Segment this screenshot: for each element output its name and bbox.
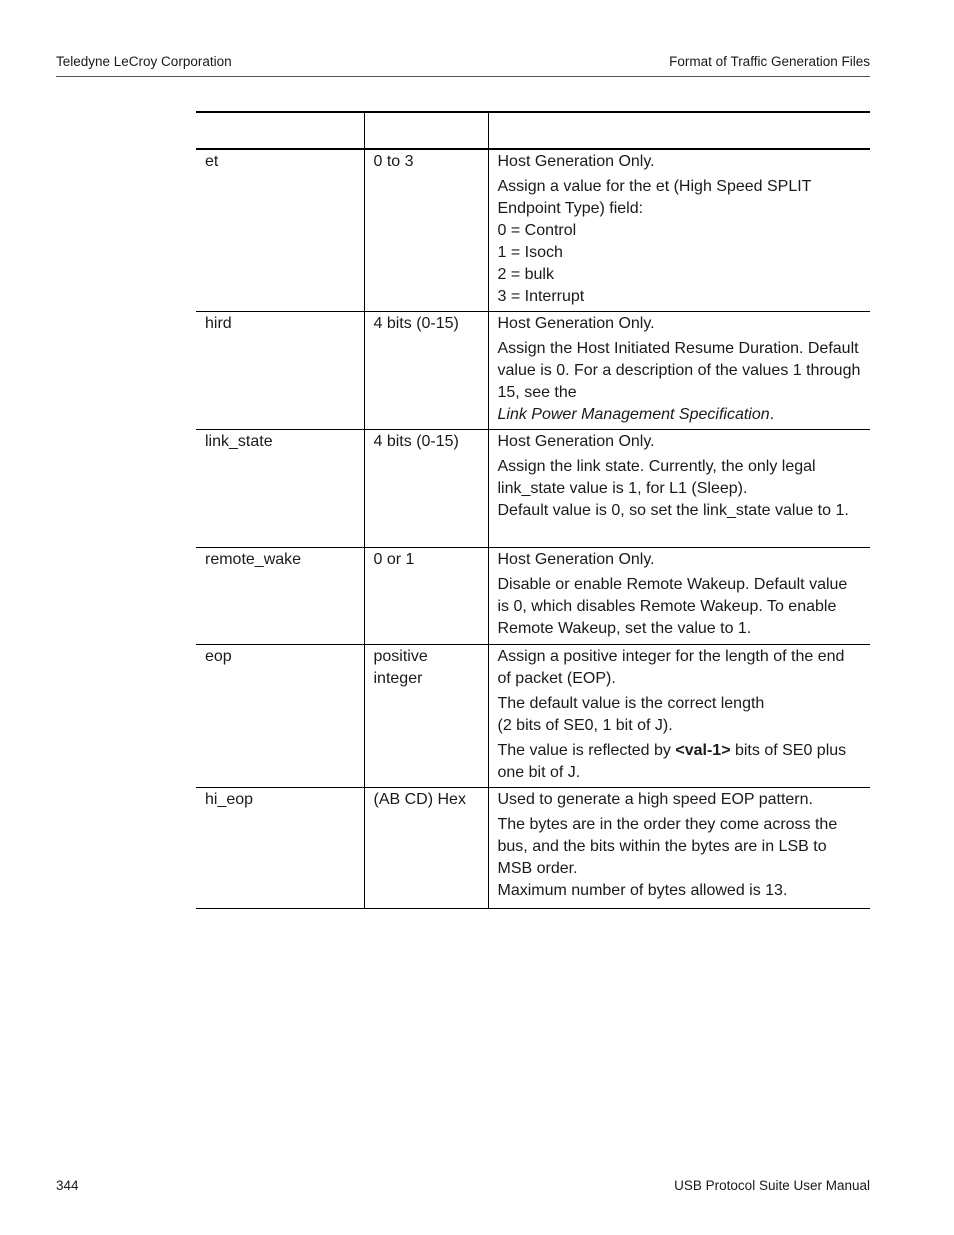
desc-line: Maximum number of bytes allowed is 13. <box>497 882 788 899</box>
field-description <box>488 430 870 548</box>
spec-reference: Link Power Management Specification <box>497 406 770 423</box>
desc-line: 2 = bulk <box>497 266 554 283</box>
field-value: 4 bits (0-15) <box>364 430 488 548</box>
field-value: (AB CD) Hex <box>364 788 488 909</box>
table-row <box>196 149 870 312</box>
field-name: hi_eop <box>196 788 364 909</box>
field-description <box>488 788 870 909</box>
field-table <box>196 111 870 909</box>
field-value: positive integer <box>364 645 488 788</box>
desc-line: Assign a positive integer for the length of the end of packet (EOP). <box>497 648 845 687</box>
manual-title: USB Protocol Suite User Manual <box>674 1178 870 1193</box>
desc-line: Disable or enable Remote Wakeup. Default value is 0, which disables Remote Wakeup. To enable Remote Wakeup, set the value to 1. <box>497 576 848 637</box>
desc-line: The bytes are in the order they come across the bus, and the bits within the bytes are in LSB to MSB order. <box>497 816 838 877</box>
desc-line <box>498 740 863 784</box>
desc-line <box>498 338 863 426</box>
val-placeholder: <val-1> <box>675 742 731 759</box>
desc-text: Assign the Host Initiated Resume Duration. Default value is 0. For a description of the values 1 through 15, see the <box>497 340 861 401</box>
desc-line: Host Generation Only. <box>497 433 655 450</box>
desc-line: Host Generation Only. <box>497 551 655 568</box>
page-header <box>56 52 870 77</box>
header-cell-field <box>196 112 364 149</box>
header-section-title: Format of Traffic Generation Files <box>669 54 870 69</box>
page-footer <box>56 1176 870 1198</box>
field-description <box>488 645 870 788</box>
table-row <box>196 788 870 909</box>
desc-line: Host Generation Only. <box>497 315 655 332</box>
field-description <box>488 312 870 430</box>
table-row <box>196 548 870 645</box>
field-description <box>488 149 870 312</box>
table-row <box>196 430 870 548</box>
table-header-row <box>196 112 870 149</box>
header-cell-value <box>364 112 488 149</box>
desc-text: bits of SE0 plus one bit of J. <box>497 742 847 781</box>
desc-line: Used to generate a high speed EOP pattern. <box>497 791 813 808</box>
page-number: 344 <box>56 1178 79 1193</box>
desc-line: Assign a value for the et (High Speed SPLIT Endpoint Type) field: <box>497 178 812 217</box>
field-value: 0 to 3 <box>364 149 488 312</box>
field-name: link_state <box>196 430 364 548</box>
desc-line: 1 = Isoch <box>497 244 563 261</box>
desc-line: Assign the link state. Currently, the only legal link_state value is 1, for L1 (Sleep). <box>497 458 816 497</box>
desc-line: Host Generation Only. <box>497 153 655 170</box>
desc-line: Default value is 0, so set the link_state value to 1. <box>497 502 849 519</box>
field-name: hird <box>196 312 364 430</box>
field-name: eop <box>196 645 364 788</box>
desc-text: . <box>769 406 775 423</box>
field-value: 4 bits (0-15) <box>364 312 488 430</box>
table-row <box>196 312 870 430</box>
field-description <box>488 548 870 645</box>
header-company: Teledyne LeCroy Corporation <box>56 54 232 69</box>
field-name: remote_wake <box>196 548 364 645</box>
field-value: 0 or 1 <box>364 548 488 645</box>
table-row <box>196 645 870 788</box>
desc-line: The default value is the correct length <box>497 695 765 712</box>
header-cell-description <box>488 112 870 149</box>
field-name: et <box>196 149 364 312</box>
desc-line: (2 bits of SE0, 1 bit of J). <box>497 717 673 734</box>
desc-text: The value is reflected by <box>497 742 676 759</box>
desc-line: 3 = Interrupt <box>497 288 585 305</box>
desc-line: 0 = Control <box>497 222 577 239</box>
